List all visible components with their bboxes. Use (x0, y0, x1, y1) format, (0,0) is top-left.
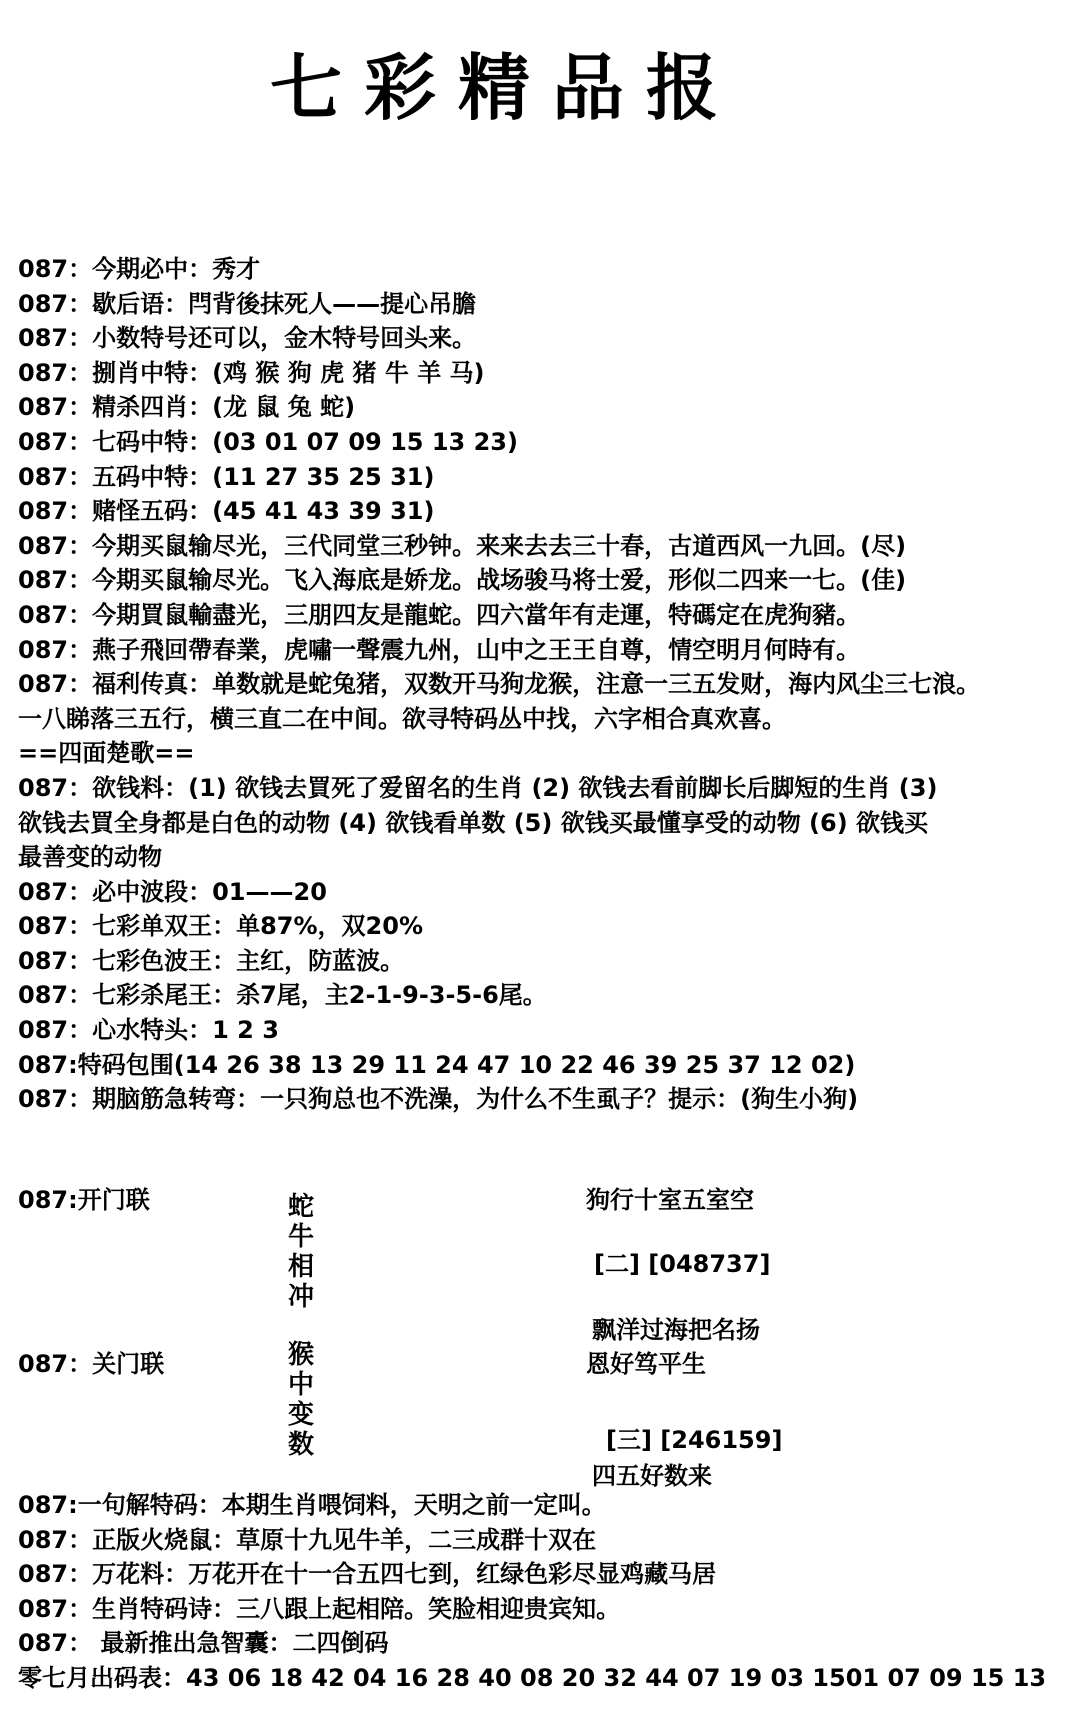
text-line: 087：七彩色波王：主红，防蓝波。 (18, 946, 405, 975)
vertical-char: 蛇 (288, 1192, 315, 1222)
couplet-right-1: 狗行十室五室空 (586, 1186, 754, 1214)
text-line: 零七月出码表：43 06 18 42 04 16 28 40 08 20 32 44 07 19 03 1501 07 09 15 13 (18, 1663, 1047, 1692)
text-line: 087：万花料：万花开在十一合五四七到，红绿色彩尽显鸡藏马居 (18, 1560, 717, 1589)
text-line: 087：五码中特：(11 27 35 25 31) (18, 462, 435, 491)
vertical-char: 牛 (288, 1222, 315, 1252)
open-couplet-label: 087:开门联 (18, 1186, 150, 1214)
section-heading: ==四面楚歌== (18, 739, 195, 768)
text-line: 087：生肖特码诗：三八跟上起相陪。笑脸相迎贵宾知。 (18, 1594, 621, 1623)
text-line: 087:特码包围(14 26 38 13 29 11 24 47 10 22 46 39 25 37 12 02) (18, 1050, 856, 1079)
text-line: 087：歇后语：閂背後抹死人——提心吊膽 (18, 289, 477, 318)
couplet-right-6: 四五好数来 (592, 1462, 712, 1490)
text-line: 087：小数特号还可以，金木特号回头来。 (18, 324, 477, 353)
couplet-right-3: 飘洋过海把名扬 (592, 1316, 760, 1344)
couplet-right-5: [三] [246159] (606, 1426, 783, 1454)
text-line: 欲钱去買全身都是白色的动物 (4) 欲钱看单数 (5) 欲钱买最懂享受的动物 (6) 欲钱买 (18, 808, 929, 837)
page-title: 七彩精品报 (270, 45, 741, 130)
text-line: 087：今期买鼠输尽光，三代同堂三秒钟。来来去去三十春，古道西风一九回。(尽) (18, 531, 907, 560)
open-couplet-vertical (288, 1192, 318, 1312)
text-line: 087：今期买鼠输尽光。飞入海底是娇龙。战场骏马将士爱，形似二四来一七。(佳) (18, 566, 907, 595)
text-line: 087： 最新推出急智囊：二四倒码 (18, 1629, 389, 1658)
text-line: 087：福利传真：单数就是蛇兔猪，双数开马狗龙猴，注意一三五发财，海内风尘三七浪。 (18, 670, 981, 699)
text-line: 087:一句解特码：本期生肖喂饲料，天明之前一定叫。 (18, 1491, 606, 1519)
text-line: 087：精杀四肖：(龙 鼠 兔 蛇) (18, 393, 356, 422)
text-line: 087：必中波段：01——20 (18, 877, 327, 906)
text-line: 087：七码中特：(03 01 07 09 15 13 23) (18, 427, 518, 456)
text-line: 087：今期買鼠輸盡光，三朋四友是龍蛇。四六當年有走運，特碼定在虎狗豬。 (18, 600, 861, 629)
vertical-char: 中 (288, 1370, 315, 1400)
close-couplet-label: 087：关门联 (18, 1350, 165, 1378)
text-line: 087：欲钱料：(1) 欲钱去買死了爱留名的生肖 (2) 欲钱去看前脚长后脚短的生肖 (3) (18, 773, 938, 802)
vertical-char: 冲 (288, 1282, 315, 1312)
bottom-text-block (18, 1488, 1068, 1696)
text-line: 087：赌怪五码：(45 41 43 39 31) (18, 497, 435, 526)
text-line: 087：捌肖中特：(鸡 猴 狗 虎 猪 牛 羊 马) (18, 358, 485, 387)
text-line: 087：七彩单双王：单87%，双20% (18, 912, 423, 941)
text-line: 087：心水特头：1 2 3 (18, 1016, 279, 1045)
vertical-char: 数 (288, 1430, 315, 1460)
text-line: 最善变的动物 (18, 843, 162, 872)
vertical-char: 猴 (288, 1340, 315, 1370)
couplet-right-4: 恩好笃平生 (586, 1350, 706, 1378)
close-couplet-vertical (288, 1340, 318, 1460)
main-text-block (18, 252, 1068, 1117)
text-line: 一八睇落三五行，横三直二在中间。欲寻特码丛中找，六字相合真欢喜。 (18, 704, 786, 733)
couplet-right-2: [二] [048737] (594, 1250, 771, 1278)
vertical-char: 变 (288, 1400, 315, 1430)
vertical-char: 相 (288, 1252, 315, 1282)
text-line: 087：七彩杀尾王：杀7尾，主2-1-9-3-5-6尾。 (18, 981, 547, 1010)
text-line: 087：燕子飛回帶春業，虎嘯一聲震九州，山中之王王自尊，情空明月何時有。 (18, 635, 861, 664)
text-line: 087：期脑筋急转弯：一只狗总也不洗澡，为什么不生虱子？提示：(狗生小狗) (18, 1085, 859, 1114)
text-line: 087：正版火烧鼠：草原十九见牛羊，二三成群十双在 (18, 1525, 597, 1554)
text-line: 087：今期必中：秀才 (18, 255, 261, 283)
